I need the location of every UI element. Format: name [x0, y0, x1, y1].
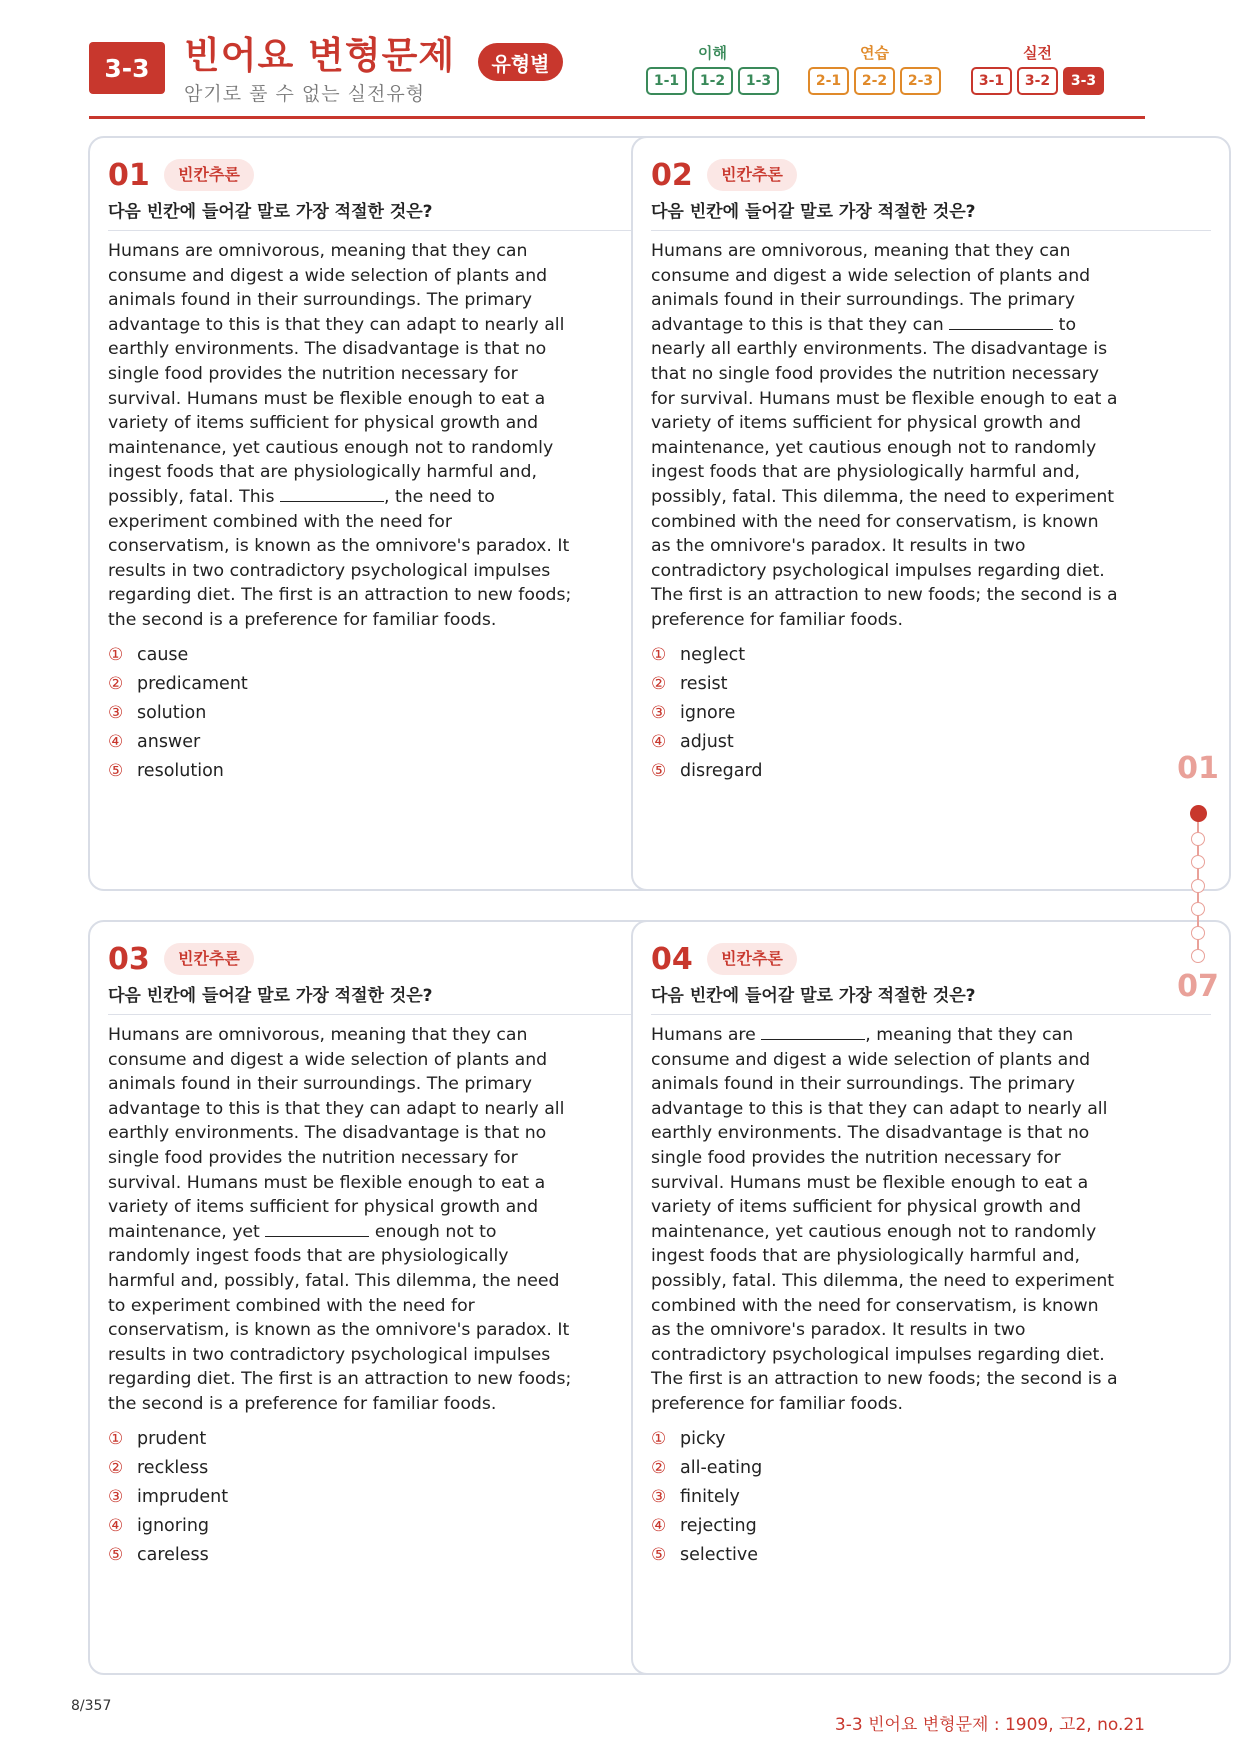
answer-option[interactable] — [651, 1511, 762, 1540]
option-number-icon: ④ — [651, 731, 667, 752]
answer-option[interactable] — [108, 669, 248, 698]
option-number-icon: ② — [651, 1457, 667, 1478]
answer-blank — [949, 313, 1053, 330]
answer-options — [651, 1424, 762, 1569]
option-label: resist — [680, 673, 728, 694]
option-label: neglect — [680, 644, 746, 665]
prompt-divider — [651, 230, 1211, 231]
option-label: reckless — [137, 1457, 209, 1478]
option-number-icon: ③ — [651, 702, 667, 723]
nav-group-label: 연습 — [860, 44, 889, 62]
option-number-icon: ⑤ — [651, 1544, 667, 1565]
question-number: 03 — [108, 942, 150, 977]
progress-dot-current-icon[interactable] — [1190, 805, 1207, 822]
option-label: ignore — [680, 702, 736, 723]
answer-option[interactable] — [108, 1482, 228, 1511]
answer-option[interactable] — [108, 1540, 228, 1569]
question-passage — [108, 239, 578, 633]
option-number-icon: ③ — [108, 702, 124, 723]
passage-text: Humans are omnivorous, meaning that they can consume and digest a wide selection of plants and animals found in their surroundings. The primary advantage to this is that they can — [651, 241, 1091, 335]
passage-text: , meaning that they can consume and digest a wide selection of plants and animals found in their surroundings. The primary advantage to this is that they can adapt to nearly all earthly environments. The disadvantage is that no single food provides the nutrition necessary for survival. Humans must be flexible enough to eat a variety of items sufficient for physical growth and maintenance, yet cautious enough not to randomly ingest foods that are physiologically harmful and, possibly, fatal. This dilemma, the need to experiment combined with the need for conservatism, is known as the omnivore's paradox. It results in two contradictory psychological impulses regarding diet. The first is an attraction to new foods; the second is a preference for familiar foods. — [651, 1025, 1118, 1414]
source-reference: 3-3 빈어요 변형문제 : 1909, 고2, no.21 — [834, 1715, 1145, 1735]
answer-option[interactable] — [651, 640, 763, 669]
question-type-tag: 빈칸추론 — [164, 159, 254, 191]
nav-group-label: 이해 — [698, 44, 727, 62]
option-label: resolution — [137, 760, 224, 781]
question-prompt: 다음 빈칸에 들어갈 말로 가장 적절한 것은? — [108, 986, 433, 1006]
nav-group-practice — [808, 44, 941, 95]
option-number-icon: ④ — [651, 1515, 667, 1536]
option-label: rejecting — [680, 1515, 757, 1536]
option-label: ignoring — [137, 1515, 210, 1536]
option-number-icon: ① — [651, 644, 667, 665]
option-number-icon: ⑤ — [108, 760, 124, 781]
question-passage — [651, 1023, 1121, 1417]
prompt-divider — [651, 1014, 1211, 1015]
option-label: all-eating — [680, 1457, 763, 1478]
answer-options — [651, 640, 763, 785]
option-label: picky — [680, 1428, 726, 1449]
question-card — [88, 136, 688, 891]
question-prompt: 다음 빈칸에 들어갈 말로 가장 적절한 것은? — [108, 202, 433, 222]
progress-dot-icon[interactable] — [1191, 902, 1205, 916]
header-divider — [89, 116, 1145, 119]
option-label: disregard — [680, 760, 763, 781]
question-number: 02 — [651, 158, 693, 193]
passage-text: Humans are — [651, 1025, 762, 1045]
nav-button-2-2[interactable]: 2-2 — [854, 67, 895, 95]
answer-option[interactable] — [651, 1540, 762, 1569]
question-passage — [651, 239, 1121, 633]
answer-option[interactable] — [651, 1424, 762, 1453]
question-type-tag: 빈칸추론 — [707, 943, 797, 975]
progress-dot-icon[interactable] — [1191, 879, 1205, 893]
answer-blank — [280, 485, 384, 502]
nav-button-3-2[interactable]: 3-2 — [1017, 67, 1058, 95]
type-pill: 유형별 — [478, 43, 563, 81]
answer-options — [108, 1424, 228, 1569]
section-badge: 3-3 — [89, 42, 165, 94]
answer-blank — [761, 1023, 865, 1040]
answer-option[interactable] — [651, 756, 763, 785]
option-number-icon: ① — [651, 1428, 667, 1449]
answer-options — [108, 640, 248, 785]
nav-button-3-3[interactable]: 3-3 — [1063, 67, 1104, 95]
option-label: finitely — [680, 1486, 740, 1507]
option-number-icon: ④ — [108, 1515, 124, 1536]
nav-button-2-1[interactable]: 2-1 — [808, 67, 849, 95]
progress-end-label: 07 — [1177, 969, 1219, 1004]
prompt-divider — [108, 1014, 668, 1015]
page-title: 빈어요 변형문제 — [184, 34, 456, 77]
answer-option[interactable] — [108, 698, 248, 727]
page-number: 8/357 — [71, 1698, 112, 1714]
passage-text: , the need to experiment combined with the need for conservatism, is known as the omnivore's paradox. It results in two contradictory psychological impulses regarding diet. The first is an attraction to new foods; the second is a preference for familiar foods. — [108, 486, 572, 630]
question-type-tag: 빈칸추론 — [707, 159, 797, 191]
option-number-icon: ② — [108, 1457, 124, 1478]
question-prompt: 다음 빈칸에 들어갈 말로 가장 적절한 것은? — [651, 202, 976, 222]
option-label: adjust — [680, 731, 734, 752]
question-type-tag: 빈칸추론 — [164, 943, 254, 975]
passage-text: Humans are omnivorous, meaning that they can consume and digest a wide selection of plants and animals found in their surroundings. The primary advantage to this is that they can adapt to nearly all earthly environments. The disadvantage is that no single food provides the nutrition necessary for survival. Humans must be flexible enough to eat a variety of items sufficient for physical growth and maintenance, yet cautious enough not to randomly ingest foods that are physiologically harmful and, possibly, fatal. This — [108, 241, 565, 507]
nav-button-3-1[interactable]: 3-1 — [971, 67, 1012, 95]
option-label: answer — [137, 731, 201, 752]
option-number-icon: ⑤ — [108, 1544, 124, 1565]
nav-group-label: 실전 — [1023, 44, 1052, 62]
question-card — [631, 136, 1231, 891]
progress-start-label: 01 — [1177, 751, 1219, 786]
answer-option[interactable] — [651, 669, 763, 698]
passage-text: Humans are omnivorous, meaning that they can consume and digest a wide selection of plants and animals found in their surroundings. The primary advantage to this is that they can adapt to nearly all earthly environments. The disadvantage is that no single food provides the nutrition necessary for survival. Humans must be flexible enough to eat a variety of items sufficient for physical growth and maintenance, yet — [108, 1025, 565, 1242]
option-number-icon: ③ — [651, 1486, 667, 1507]
option-label: selective — [680, 1544, 758, 1565]
passage-text: to nearly all earthly environments. The disadvantage is that no single food provides the nutrition necessary for survival. Humans must be flexible enough to eat a variety of items sufficient for physical growth and maintenance, yet cautious enough not to randomly ingest foods that are physiologically harmful and, possibly, fatal. This dilemma, the need to experiment combined with the need for conservatism, is known as the omnivore's paradox. It results in two contradictory psychological impulses regarding diet. The first is an attraction to new foods; the second is a preference for familiar foods. — [651, 314, 1118, 630]
nav-button-1-2[interactable]: 1-2 — [692, 67, 733, 95]
option-label: predicament — [137, 673, 248, 694]
option-label: imprudent — [137, 1486, 229, 1507]
option-number-icon: ③ — [108, 1486, 124, 1507]
option-number-icon: ① — [108, 644, 124, 665]
question-prompt: 다음 빈칸에 들어갈 말로 가장 적절한 것은? — [651, 986, 976, 1006]
option-label: solution — [137, 702, 207, 723]
option-label: careless — [137, 1544, 209, 1565]
option-number-icon: ② — [651, 673, 667, 694]
prompt-divider — [108, 230, 668, 231]
option-number-icon: ④ — [108, 731, 124, 752]
answer-option[interactable] — [651, 1482, 762, 1511]
answer-option[interactable] — [108, 1453, 228, 1482]
answer-option[interactable] — [108, 727, 248, 756]
passage-text: enough not to randomly ingest foods that are physiologically harmful and, possibly, fatal. This dilemma, the need to experiment combined with the need for conservatism, is known as the omnivore's paradox. It results in two contradictory psychological impulses regarding diet. The first is an attraction to new foods; the second is a preference for familiar foods. — [108, 1221, 572, 1414]
progress-dots — [1189, 805, 1207, 973]
nav-button-1-1[interactable]: 1-1 — [646, 67, 687, 95]
question-number: 01 — [108, 158, 150, 193]
answer-option[interactable] — [108, 756, 248, 785]
question-card — [88, 920, 688, 1675]
progress-dot-icon[interactable] — [1191, 832, 1205, 846]
option-number-icon: ⑤ — [651, 760, 667, 781]
answer-option[interactable] — [651, 698, 763, 727]
nav-button-1-3[interactable]: 1-3 — [738, 67, 779, 95]
answer-option[interactable] — [651, 727, 763, 756]
answer-blank — [265, 1220, 369, 1237]
progress-dot-icon[interactable] — [1191, 855, 1205, 869]
question-card — [631, 920, 1231, 1675]
answer-option[interactable] — [108, 1511, 228, 1540]
progress-dot-icon[interactable] — [1191, 926, 1205, 940]
nav-button-2-3[interactable]: 2-3 — [900, 67, 941, 95]
page-subtitle: 암기로 풀 수 없는 실전유형 — [184, 83, 426, 105]
progress-dot-icon[interactable] — [1191, 949, 1205, 963]
nav-group-real — [971, 44, 1104, 95]
question-passage — [108, 1023, 578, 1417]
answer-option[interactable] — [651, 1453, 762, 1482]
answer-option[interactable] — [108, 640, 248, 669]
option-label: prudent — [137, 1428, 207, 1449]
question-number: 04 — [651, 942, 693, 977]
option-label: cause — [137, 644, 189, 665]
nav-group-understand — [646, 44, 779, 95]
option-number-icon: ② — [108, 673, 124, 694]
answer-option[interactable] — [108, 1424, 228, 1453]
option-number-icon: ① — [108, 1428, 124, 1449]
